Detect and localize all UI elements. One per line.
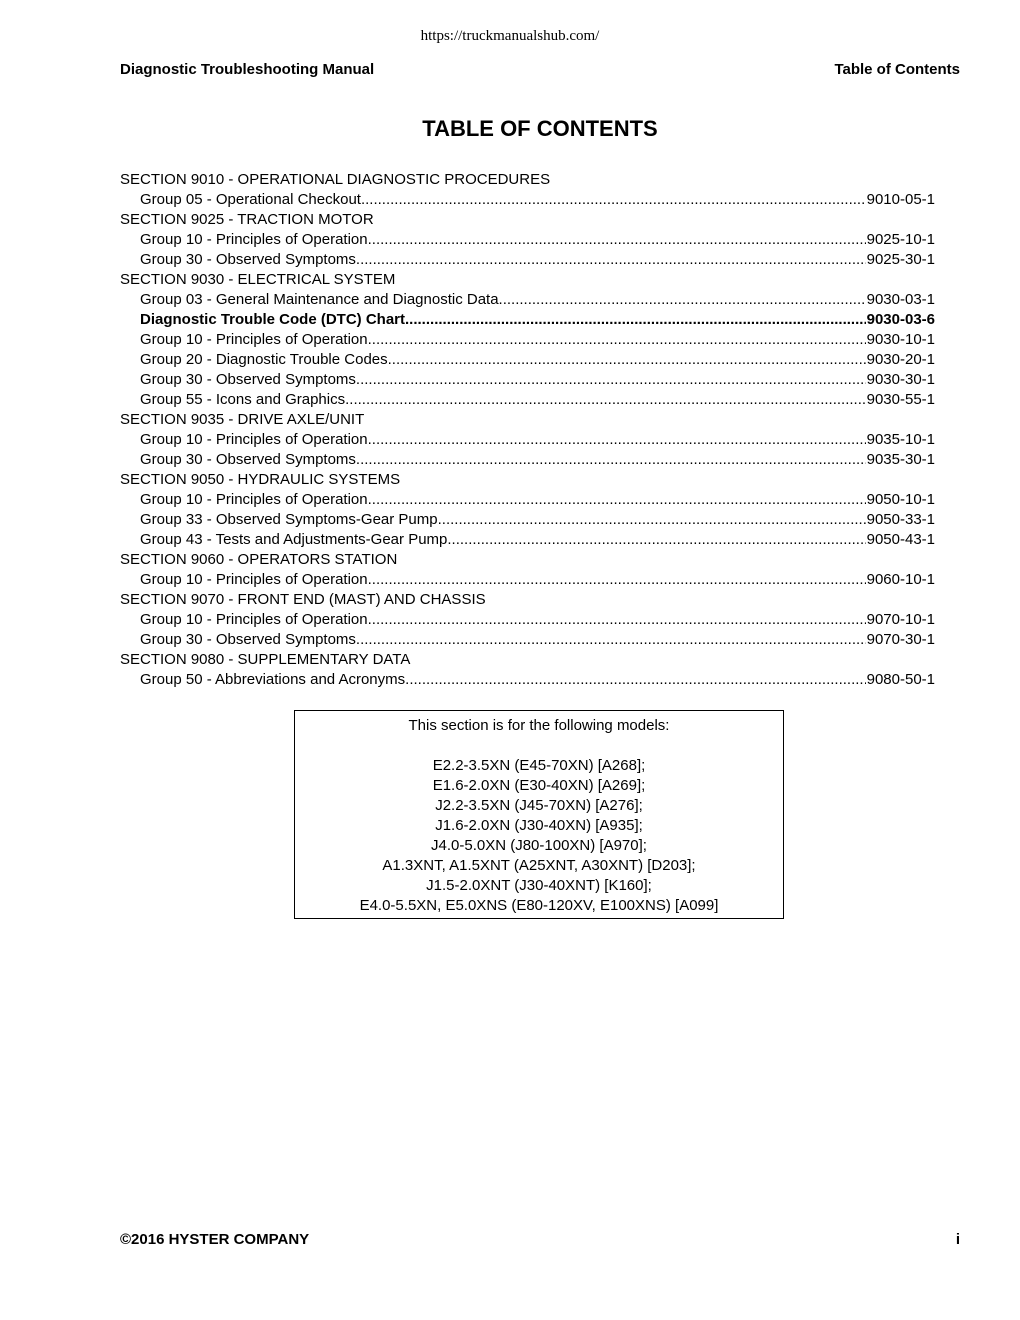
table-of-contents xyxy=(120,170,935,690)
toc-entry[interactable] xyxy=(120,490,935,510)
toc-section-heading: SECTION 9060 - OPERATORS STATION xyxy=(120,551,398,568)
toc-section-heading: SECTION 9035 - DRIVE AXLE/UNIT xyxy=(120,411,365,428)
toc-entry-page: 9030-30-1 xyxy=(866,371,935,388)
dot-leader xyxy=(438,510,866,530)
toc-entry-label: Group 20 - Diagnostic Trouble Codes xyxy=(140,351,388,368)
models-intro: This section is for the following models: xyxy=(408,717,670,734)
toc-section-heading: SECTION 9070 - FRONT END (MAST) AND CHASSIS xyxy=(120,591,486,608)
running-header xyxy=(120,61,960,78)
model-line: E2.2-3.5XN (E45-70XN) [A268]; xyxy=(432,757,646,774)
dot-leader xyxy=(356,370,866,390)
toc-entry[interactable] xyxy=(120,430,935,450)
model-line: J4.0-5.0XN (J80-100XN) [A970]; xyxy=(431,837,647,854)
dot-leader xyxy=(447,530,865,550)
toc-entry[interactable] xyxy=(120,370,935,390)
dot-leader xyxy=(405,310,866,330)
toc-entry-label: Group 10 - Principles of Operation xyxy=(140,431,368,448)
copyright-notice: ©2016 HYSTER COMPANY xyxy=(120,1231,310,1248)
dot-leader xyxy=(388,350,866,370)
toc-entry-label: Group 55 - Icons and Graphics xyxy=(140,391,346,408)
toc-entry-page: 9035-30-1 xyxy=(866,451,935,468)
toc-entry-label: Group 05 - Operational Checkout xyxy=(140,191,361,208)
toc-entry-page: 9010-05-1 xyxy=(866,191,935,208)
toc-entry-label: Group 10 - Principles of Operation xyxy=(140,611,368,628)
toc-entry[interactable] xyxy=(120,630,935,650)
toc-entry-label: Group 30 - Observed Symptoms xyxy=(140,451,356,468)
dot-leader xyxy=(345,390,866,410)
dot-leader xyxy=(356,630,866,650)
toc-entry-label: Group 30 - Observed Symptoms xyxy=(140,371,356,388)
toc-entry[interactable] xyxy=(120,290,935,310)
toc-entry[interactable] xyxy=(120,250,935,270)
toc-entry-label: Group 50 - Abbreviations and Acronyms xyxy=(140,671,406,688)
source-url[interactable]: https://truckmanualshub.com/ xyxy=(420,28,600,44)
manual-title: Diagnostic Troubleshooting Manual xyxy=(120,61,375,78)
toc-entry[interactable] xyxy=(120,530,935,550)
toc-section-heading: SECTION 9010 - OPERATIONAL DIAGNOSTIC PROCEDURES xyxy=(120,171,551,188)
toc-section-heading: SECTION 9025 - TRACTION MOTOR xyxy=(120,211,374,228)
toc-entry-page: 9030-03-6 xyxy=(866,311,935,328)
toc-entry-label: Diagnostic Trouble Code (DTC) Chart xyxy=(140,311,406,328)
toc-entry[interactable] xyxy=(120,510,935,530)
dot-leader xyxy=(368,610,866,630)
toc-entry[interactable] xyxy=(120,390,935,410)
toc-entry[interactable] xyxy=(120,610,935,630)
dot-leader xyxy=(405,670,865,690)
toc-entry[interactable] xyxy=(120,450,935,470)
toc-entry[interactable] xyxy=(120,190,935,210)
toc-entry[interactable] xyxy=(120,670,935,690)
toc-entry[interactable] xyxy=(120,230,935,250)
model-line: J1.5-2.0XNT (J30-40XNT) [K160]; xyxy=(426,877,652,894)
toc-section-heading: SECTION 9050 - HYDRAULIC SYSTEMS xyxy=(120,471,401,488)
dot-leader xyxy=(356,250,866,270)
dot-leader xyxy=(499,290,866,310)
model-line: J2.2-3.5XN (J45-70XN) [A276]; xyxy=(435,797,643,814)
page-number: i xyxy=(955,1231,960,1248)
model-line: E1.6-2.0XN (E30-40XN) [A269]; xyxy=(432,777,646,794)
toc-entry-page: 9030-55-1 xyxy=(866,391,935,408)
dot-leader xyxy=(368,490,866,510)
toc-entry-label: Group 30 - Observed Symptoms xyxy=(140,251,356,268)
page-title: TABLE OF CONTENTS xyxy=(422,116,658,141)
toc-entry[interactable] xyxy=(120,350,935,370)
toc-entry-page: 9025-10-1 xyxy=(866,231,935,248)
toc-entry-label: Group 10 - Principles of Operation xyxy=(140,571,368,588)
toc-entry-page: 9070-10-1 xyxy=(866,611,935,628)
toc-entry-label: Group 10 - Principles of Operation xyxy=(140,231,368,248)
toc-entry[interactable] xyxy=(120,330,935,350)
toc-entry-page: 9050-10-1 xyxy=(866,491,935,508)
dot-leader xyxy=(356,450,866,470)
toc-entry-page: 9070-30-1 xyxy=(866,631,935,648)
toc-entry-label: Group 10 - Principles of Operation xyxy=(140,491,368,508)
running-footer xyxy=(120,1231,960,1248)
toc-entry[interactable] xyxy=(120,310,935,330)
toc-entry-page: 9030-20-1 xyxy=(866,351,935,368)
toc-entry-label: Group 03 - General Maintenance and Diagnostic Data xyxy=(140,291,499,308)
toc-entry-page: 9050-33-1 xyxy=(866,511,935,528)
toc-entry-label: Group 43 - Tests and Adjustments-Gear Pump xyxy=(140,531,448,548)
dot-leader xyxy=(368,230,866,250)
toc-section-heading: SECTION 9080 - SUPPLEMENTARY DATA xyxy=(120,651,411,668)
toc-entry-page: 9025-30-1 xyxy=(866,251,935,268)
toc-entry-label: Group 30 - Observed Symptoms xyxy=(140,631,356,648)
toc-entry-page: 9030-10-1 xyxy=(866,331,935,348)
toc-entry[interactable] xyxy=(120,570,935,590)
toc-section-heading: SECTION 9030 - ELECTRICAL SYSTEM xyxy=(120,271,396,288)
toc-entry-label: Group 10 - Principles of Operation xyxy=(140,331,368,348)
dot-leader xyxy=(361,190,866,210)
dot-leader xyxy=(368,430,866,450)
model-line: E4.0-5.5XN, E5.0XNS (E80-120XV, E100XNS) [A099] xyxy=(359,897,719,914)
toc-entry-page: 9050-43-1 xyxy=(866,531,935,548)
toc-entry-page: 9080-50-1 xyxy=(866,671,935,688)
applicable-models-box xyxy=(294,710,784,919)
toc-entry-page: 9035-10-1 xyxy=(866,431,935,448)
toc-entry-label: Group 33 - Observed Symptoms-Gear Pump xyxy=(140,511,438,528)
header-section-name: Table of Contents xyxy=(834,61,960,78)
dot-leader xyxy=(368,570,866,590)
model-line: A1.3XNT, A1.5XNT (A25XNT, A30XNT) [D203]; xyxy=(382,857,696,874)
toc-entry-page: 9030-03-1 xyxy=(866,291,935,308)
toc-entry-page: 9060-10-1 xyxy=(866,571,935,588)
model-line: J1.6-2.0XN (J30-40XN) [A935]; xyxy=(435,817,643,834)
models-list xyxy=(295,756,783,916)
dot-leader xyxy=(368,330,866,350)
